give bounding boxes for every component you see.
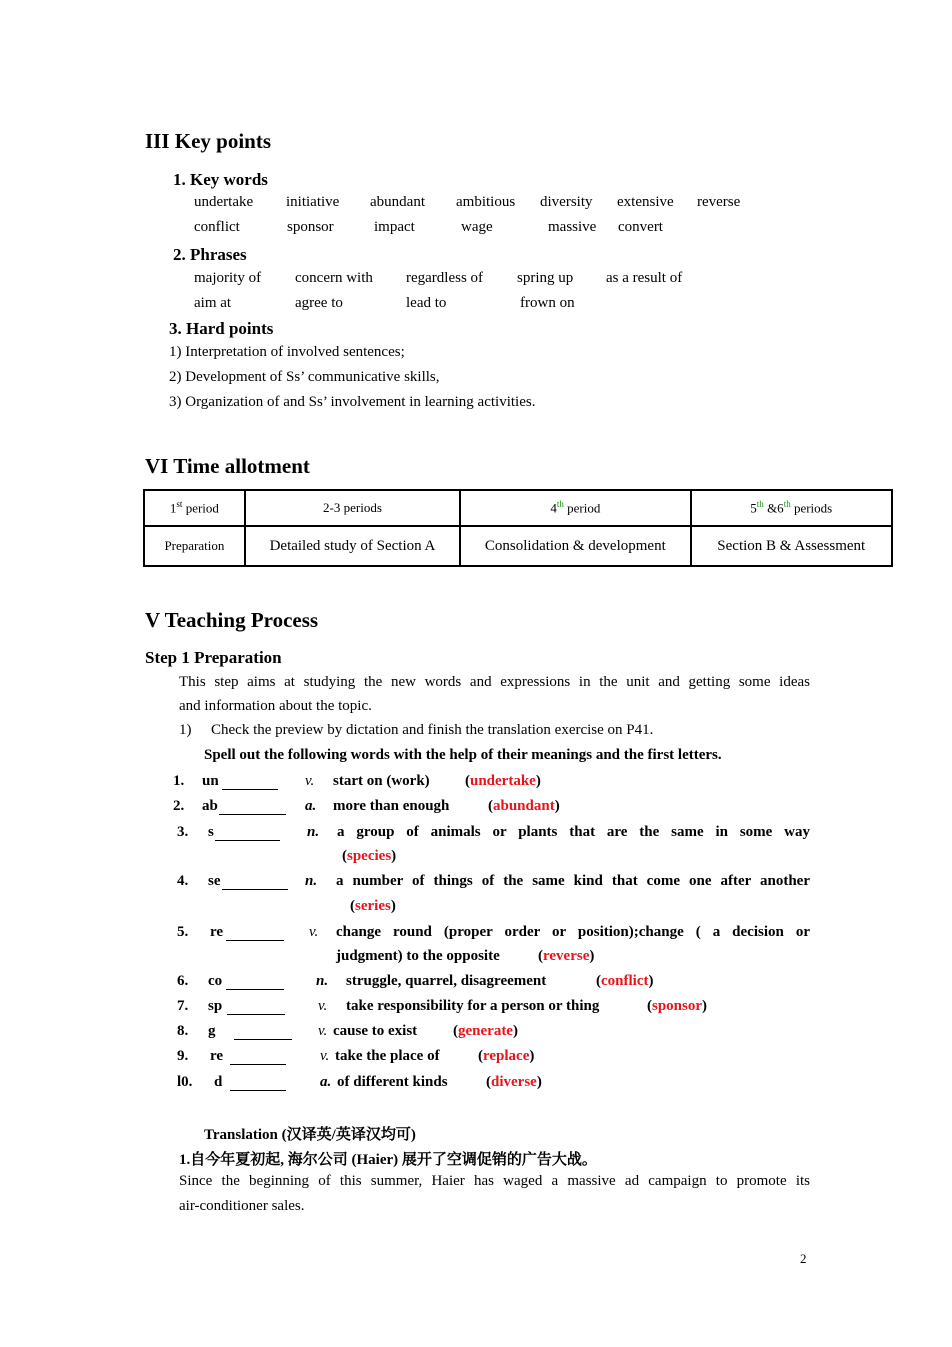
table-row-activities [144,526,892,566]
item-meaning: more than enough [333,798,450,814]
item-meaning: take responsibility for a person or thing [346,998,600,1014]
part-of-speech: n. [316,973,329,989]
item-number: 2. [173,798,185,814]
translation-answer-line: air-conditioner sales. [179,1198,305,1214]
step1-heading: Step 1 Preparation [145,648,282,667]
hard-point: 3) Organization of and Ss’ involvement in learning activities. [169,394,536,410]
answer-blank [215,840,280,841]
intro-text-line: and information about the topic. [179,698,372,714]
item-answer: (conflict) [596,973,654,989]
part-of-speech: a. [320,1074,332,1090]
answer-blank [230,1090,286,1091]
table-row-periods [144,490,892,526]
item-number: 8. [177,1023,189,1039]
part-of-speech: v. [305,773,315,789]
key-word: impact [374,219,415,235]
key-word: sponsor [287,219,334,235]
table-cell-activity: Detailed study of Section A [245,526,460,566]
item-prefix: re [210,924,224,940]
item-meaning: take the place of [335,1048,440,1064]
table-cell-period: 5th &6th periods [691,490,892,526]
translation-heading: Translation (汉译英/英译汉均可) [204,1127,416,1143]
item-answer: (sponsor) [647,998,708,1014]
section-time-allotment-heading: VI Time allotment [145,454,310,478]
phrase: majority of [194,270,262,286]
item-answer: (generate) [453,1023,518,1039]
key-word: wage [461,219,493,235]
item-meaning: struggle, quarrel, disagreement [346,973,547,989]
item-answer: (series) [350,898,396,914]
table-cell-period: 2-3 periods [245,490,460,526]
spell-instruction: Spell out the following words with the help of their meanings and the first letters. [204,747,722,763]
answer-blank [230,1064,286,1065]
answer-blank [226,989,284,990]
item-prefix: g [208,1023,216,1039]
item-number: l0. [177,1074,193,1090]
phrases-heading: 2. Phrases [173,245,247,264]
item-answer: (diverse) [486,1074,542,1090]
item-prefix: co [208,973,223,989]
answer-blank [227,1014,285,1015]
part-of-speech: n. [305,873,318,889]
table-cell-activity: Section B & Assessment [691,526,892,566]
item-prefix: se [208,873,221,889]
item-prefix: sp [208,998,223,1014]
item-answer: (abundant) [488,798,560,814]
section-teaching-process-heading: V Teaching Process [145,608,319,632]
item-answer: (replace) [478,1048,535,1064]
item-number: 5. [177,924,189,940]
table-cell-activity: Preparation [144,526,245,566]
table-cell-activity: Consolidation & development [460,526,690,566]
item-prefix: re [210,1048,224,1064]
answer-blank [222,789,278,790]
key-word: initiative [286,194,340,210]
item-meaning: a group of animals or plants that are the same in some way [337,824,810,840]
item-prefix: un [202,773,219,789]
table-cell-period: 4th period [460,490,690,526]
key-word: abundant [370,194,425,210]
item-prefix: d [214,1074,223,1090]
key-word: conflict [194,219,240,235]
phrase: frown on [520,295,575,311]
phrase: regardless of [406,270,484,286]
check-number: 1) [179,722,192,738]
part-of-speech: a. [305,798,317,814]
answer-blank [219,814,286,815]
key-word: extensive [617,194,674,210]
key-words-heading: 1. Key words [173,170,268,189]
item-meaning: a number of things of the same kind that come one after another [336,873,810,889]
item-number: 7. [177,998,189,1014]
item-number: 4. [177,873,189,889]
item-number: 9. [177,1048,189,1064]
check-text: Check the preview by dictation and finish the translation exercise on P41. [211,722,654,738]
hard-points-heading: 3. Hard points [169,319,274,338]
key-word: undertake [194,194,254,210]
part-of-speech: n. [307,824,320,840]
item-meaning: of different kinds [337,1074,448,1090]
phrase: agree to [295,295,343,311]
phrase: lead to [406,295,447,311]
intro-text-line: This step aims at studying the new words and expressions in the unit and getting some ideas [179,674,810,690]
phrase: as a result of [606,270,683,286]
time-allotment-table [143,489,893,567]
hard-point: 1) Interpretation of involved sentences; [169,344,405,360]
translation-answer-line: Since the beginning of this summer, Haier has waged a massive ad campaign to promote its [179,1173,810,1189]
part-of-speech: v. [309,924,319,940]
key-word: ambitious [456,194,516,210]
item-answer: (species) [342,848,397,864]
item-prefix: s [208,824,214,840]
key-word: convert [618,219,663,235]
part-of-speech: v. [318,1023,328,1039]
table-cell-period: 1st period [144,490,245,526]
answer-blank [234,1039,292,1040]
item-number: 6. [177,973,189,989]
answer-blank [222,889,288,890]
part-of-speech: v. [320,1048,330,1064]
item-meaning: change round (proper order or position);change ( a decision or [336,924,810,940]
item-meaning: cause to exist [333,1023,418,1039]
hard-point: 2) Development of Ss’ communicative skills, [169,369,440,385]
item-answer: (reverse) [538,948,595,964]
item-number: 1. [173,773,185,789]
item-meaning: start on (work) [333,773,430,789]
item-number: 3. [177,824,189,840]
section-key-points-heading: III Key points [145,129,272,153]
answer-blank [226,940,284,941]
key-word: reverse [697,194,741,210]
page-number: 2 [800,1251,807,1266]
part-of-speech: v. [318,998,328,1014]
phrase: concern with [295,270,373,286]
phrase: aim at [194,295,232,311]
phrase: spring up [517,270,574,286]
item-meaning-continued: judgment) to the opposite [336,948,500,964]
translation-question: 1.自今年夏初起, 海尔公司 (Haier) 展开了空调促销的广告大战。 [179,1152,597,1168]
item-answer: (undertake) [465,773,541,789]
item-prefix: ab [202,798,218,814]
key-word: massive [548,219,597,235]
key-word: diversity [540,194,593,210]
